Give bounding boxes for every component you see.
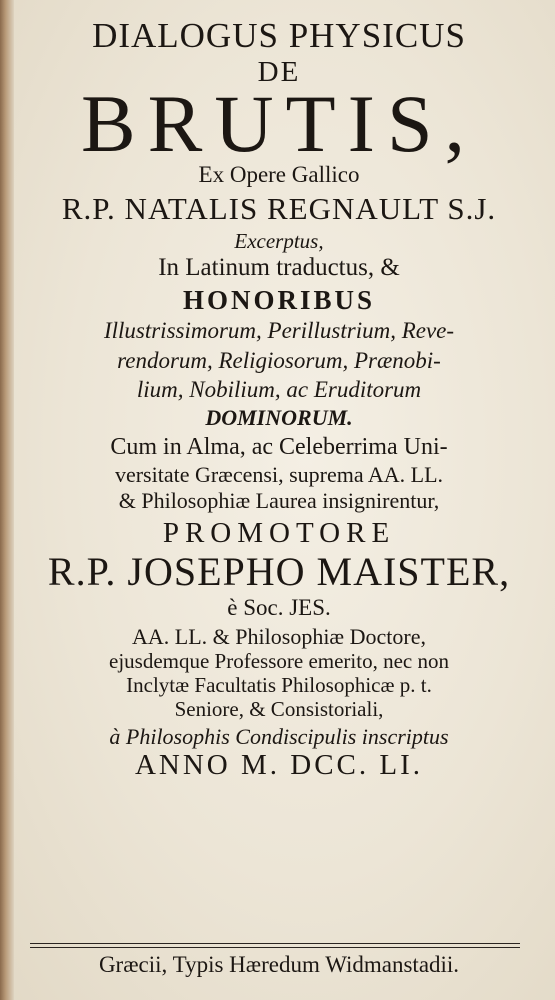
line-anno-date: ANNO M. DCC. LI. [134,749,424,782]
line-ex-opere-gallico: Ex Opere Gallico [198,162,360,188]
line-inclytae-facultatis: Inclytæ Facultatis Philosophicæ p. t. [126,673,432,698]
title-line-de: DE [257,55,301,88]
line-professore-emerito: ejusdemque Professore emerito, nec non [109,648,449,673]
line-cum-in-alma: Cum in Alma, ac Celeberrima Uni- [110,433,448,460]
line-author-regnault: R.P. NATALIS REGNAULT S.J. [61,191,497,227]
imprint-rule-thick [30,943,520,944]
line-soc-jes: è Soc. JES. [227,594,331,620]
line-lium-nobilium: lium, Nobilium, ac Eruditorum [136,376,422,402]
line-a-philosophis: à Philosophis Condiscipulis inscriptus [109,724,449,750]
line-seniore-consistoriali: Seniore, & Consistoriali, [174,697,384,722]
page-binding-edge [0,0,14,1000]
line-in-latinum-traductus: In Latinum traductus, & [158,253,400,281]
line-honoribus: HONORIBUS [182,285,376,316]
line-versitate-graecensi: versitate Græcensi, suprema AA. LL. [114,462,444,488]
title-line-dialogus-physicus: DIALOGUS PHYSICUS [92,16,466,55]
imprint-line: Græcii, Typis Hæredum Widmanstadii. [98,952,460,977]
line-illustrissimorum: Illustrissimorum, Perillustrium, Reve- [103,318,455,344]
line-rendorum: rendorum, Religiosorum, Prænobi- [117,347,441,373]
title-page-text [14,14,544,781]
line-promotore: PROMOTORE [162,517,396,550]
line-promoter-maister: R.P. JOSEPHO MAISTER, [47,548,511,594]
line-excerptus: Excerptus, [234,228,324,253]
imprint-rule-thin [30,947,520,948]
line-dominorum: DOMINORUM. [205,404,353,430]
title-line-brutis: BRUTIS, [80,78,478,170]
line-philosophiae-laurea: & Philosophiæ Laurea insignirentur, [118,488,440,514]
line-aa-ll-doctore: AA. LL. & Philosophiæ Doctore, [132,623,426,649]
